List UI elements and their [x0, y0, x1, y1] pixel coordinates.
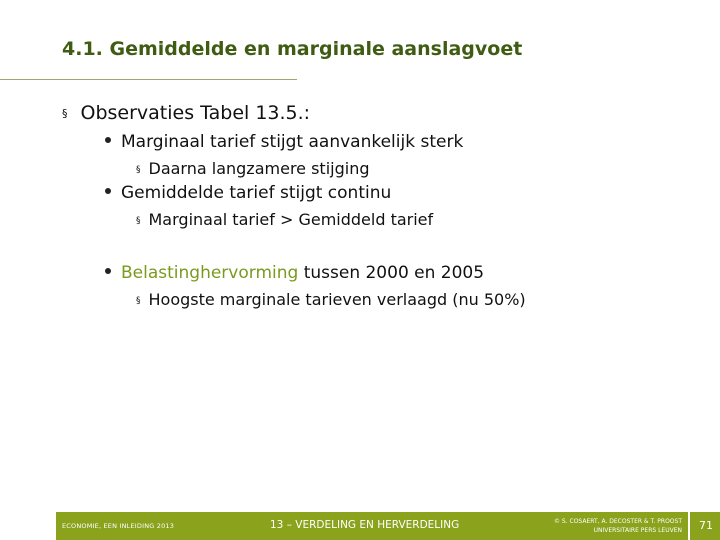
footer-copyright	[526, 517, 682, 535]
footer-divider	[688, 512, 690, 540]
list-item-text: tussen 2000 en 2005	[298, 263, 485, 283]
list-item-text: Gemiddelde tarief stijgt continu	[121, 183, 392, 203]
observations-heading-text: Observaties Tabel 13.5.:	[80, 102, 311, 124]
list-item-text: Daarna langzamere stijging	[148, 159, 370, 178]
list-item-text: Marginaal tarief > Gemiddeld tarief	[148, 210, 434, 229]
page-number: 71	[699, 519, 713, 532]
observations-heading	[62, 102, 310, 124]
list-item-text: Hoogste marginale tarieven verlaagd (nu 50%)	[148, 290, 526, 309]
round-bullet-icon	[105, 188, 111, 194]
list-item	[136, 159, 370, 178]
title-underline	[0, 79, 297, 80]
square-bullet-icon: §	[136, 165, 141, 175]
square-bullet-icon: §	[62, 107, 68, 120]
footer-bar	[56, 512, 720, 540]
footer-book-title: ECONOMIE, EEN INLEIDING 2013	[62, 522, 175, 530]
footer-copyright-authors: © S. COSAERT, A. DECOSTER & T. PROOST	[553, 518, 682, 525]
highlighted-term: Belastinghervorming	[121, 263, 299, 283]
square-bullet-icon: §	[136, 216, 141, 226]
footer-copyright-publisher: UNIVERSITAIRE PERS LEUVEN	[593, 527, 682, 534]
slide-title: 4.1. Gemiddelde en marginale aanslagvoet	[62, 38, 523, 60]
list-item-text: Marginaal tarief stijgt aanvankelijk sterk	[121, 132, 464, 152]
square-bullet-icon: §	[136, 296, 141, 306]
round-bullet-icon	[105, 137, 111, 143]
list-item	[103, 132, 463, 152]
list-item	[136, 210, 433, 229]
footer-chapter: 13 – VERDELING EN HERVERDELING	[270, 519, 460, 531]
round-bullet-icon	[105, 268, 111, 274]
list-item	[103, 263, 484, 283]
list-item	[103, 183, 391, 203]
list-item	[136, 290, 526, 309]
